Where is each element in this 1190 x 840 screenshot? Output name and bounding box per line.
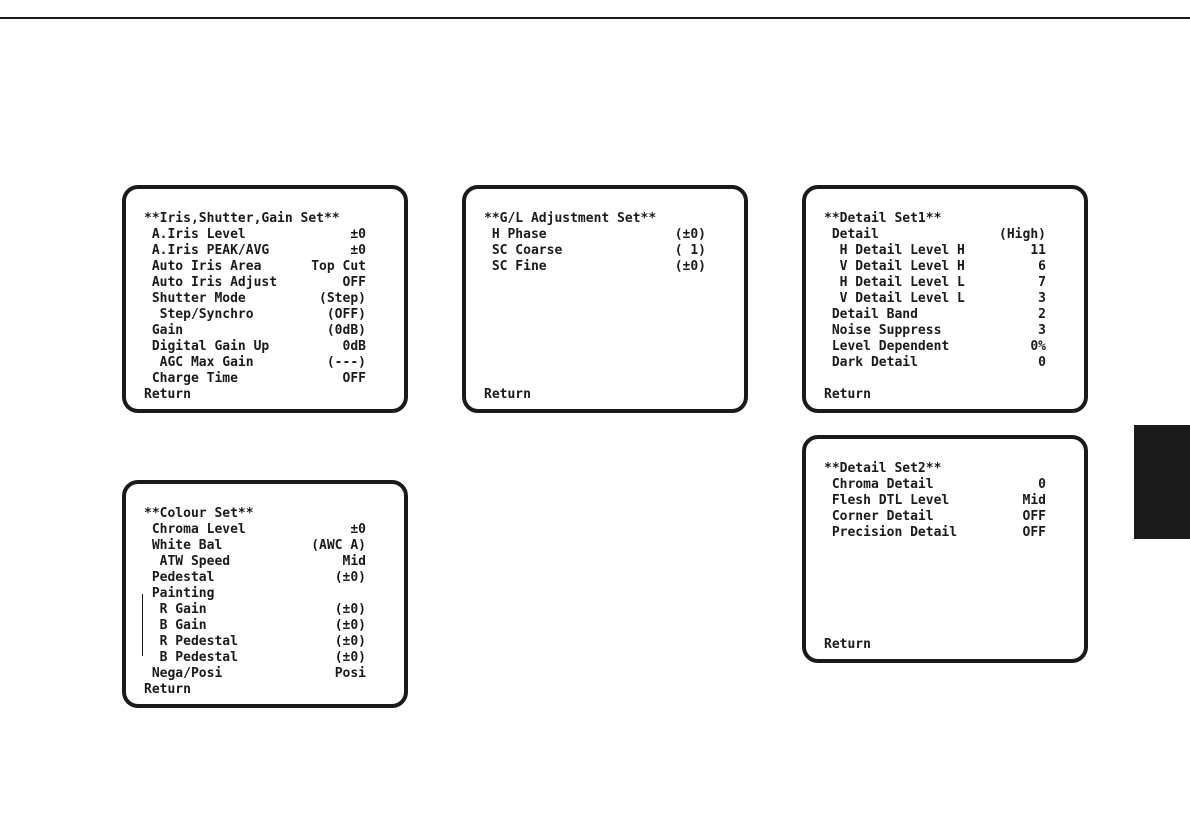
menu-item-charge-time[interactable]: Charge Time OFF (144, 371, 366, 386)
return-item[interactable]: Return (144, 387, 191, 402)
menu-item-b-gain[interactable]: B Gain (±0) (144, 618, 366, 633)
menu-title: **Detail Set1** (824, 211, 942, 226)
gl-adjustment-menu (462, 185, 748, 413)
iris-shutter-gain-menu (122, 185, 408, 413)
menu-title: **Detail Set2** (824, 461, 942, 476)
menu-item-flesh-dtl-level[interactable]: Flesh DTL Level Mid (824, 493, 1046, 508)
menu-item-gain[interactable]: Gain (0dB) (144, 323, 366, 338)
detail-set2-menu (802, 435, 1088, 663)
menu-item-b-pedestal[interactable]: B Pedestal (±0) (144, 650, 366, 665)
colour-set-menu (122, 480, 408, 708)
menu-item-r-pedestal[interactable]: R Pedestal (±0) (144, 634, 366, 649)
menu-title: **Iris,Shutter,Gain Set** (144, 211, 340, 226)
menu-title: **G/L Adjustment Set** (484, 211, 657, 226)
menu-item-a-iris-peak-avg[interactable]: A.Iris PEAK/AVG ±0 (144, 243, 366, 258)
menu-item-v-detail-level-l[interactable]: V Detail Level L 3 (824, 291, 1046, 306)
detail-set1-menu (802, 185, 1088, 413)
menu-item-white-bal[interactable]: White Bal (AWC A) (144, 538, 366, 553)
menu-item-v-detail-level-h[interactable]: V Detail Level H 6 (824, 259, 1046, 274)
menu-item-shutter-mode[interactable]: Shutter Mode (Step) (144, 291, 366, 306)
menu-title: **Colour Set** (144, 506, 254, 521)
menu-item-precision-detail[interactable]: Precision Detail OFF (824, 525, 1046, 540)
menu-item-step-synchro[interactable]: Step/Synchro (OFF) (144, 307, 366, 322)
return-item[interactable]: Return (824, 387, 871, 402)
menu-item-digital-gain-up[interactable]: Digital Gain Up 0dB (144, 339, 366, 354)
menu-item-h-phase[interactable]: H Phase (±0) (484, 227, 706, 242)
menu-item-h-detail-level-h[interactable]: H Detail Level H 11 (824, 243, 1046, 258)
menu-item-nega-posi[interactable]: Nega/Posi Posi (144, 666, 366, 681)
menu-item-agc-max-gain[interactable]: AGC Max Gain (---) (144, 355, 366, 370)
menu-item-sc-coarse[interactable]: SC Coarse ( 1) (484, 243, 706, 258)
menu-item-chroma-detail[interactable]: Chroma Detail 0 (824, 477, 1046, 492)
return-item[interactable]: Return (824, 637, 871, 652)
menu-item-detail[interactable]: Detail (High) (824, 227, 1046, 242)
menu-item-auto-iris-adjust[interactable]: Auto Iris Adjust OFF (144, 275, 366, 290)
return-item[interactable]: Return (144, 682, 191, 697)
menu-item-h-detail-level-l[interactable]: H Detail Level L 7 (824, 275, 1046, 290)
menu-item-auto-iris-area[interactable]: Auto Iris Area Top Cut (144, 259, 366, 274)
menu-item-chroma-level[interactable]: Chroma Level ±0 (144, 522, 366, 537)
menu-item-dark-detail[interactable]: Dark Detail 0 (824, 355, 1046, 370)
menu-item-pedestal[interactable]: Pedestal (±0) (144, 570, 366, 585)
section-thumb-tab (1134, 425, 1190, 539)
menu-item-atw-speed[interactable]: ATW Speed Mid (144, 554, 366, 569)
menu-item-a-iris-level[interactable]: A.Iris Level ±0 (144, 227, 366, 242)
top-rule (0, 17, 1190, 19)
return-item[interactable]: Return (484, 387, 531, 402)
menu-item-detail-band[interactable]: Detail Band 2 (824, 307, 1046, 322)
menu-item-corner-detail[interactable]: Corner Detail OFF (824, 509, 1046, 524)
painting-group-bracket (142, 594, 143, 656)
menu-item-noise-suppress[interactable]: Noise Suppress 3 (824, 323, 1046, 338)
menu-item-level-dependent[interactable]: Level Dependent 0% (824, 339, 1046, 354)
menu-item-sc-fine[interactable]: SC Fine (±0) (484, 259, 706, 274)
menu-item-painting[interactable]: Painting (144, 586, 215, 601)
menu-item-r-gain[interactable]: R Gain (±0) (144, 602, 366, 617)
